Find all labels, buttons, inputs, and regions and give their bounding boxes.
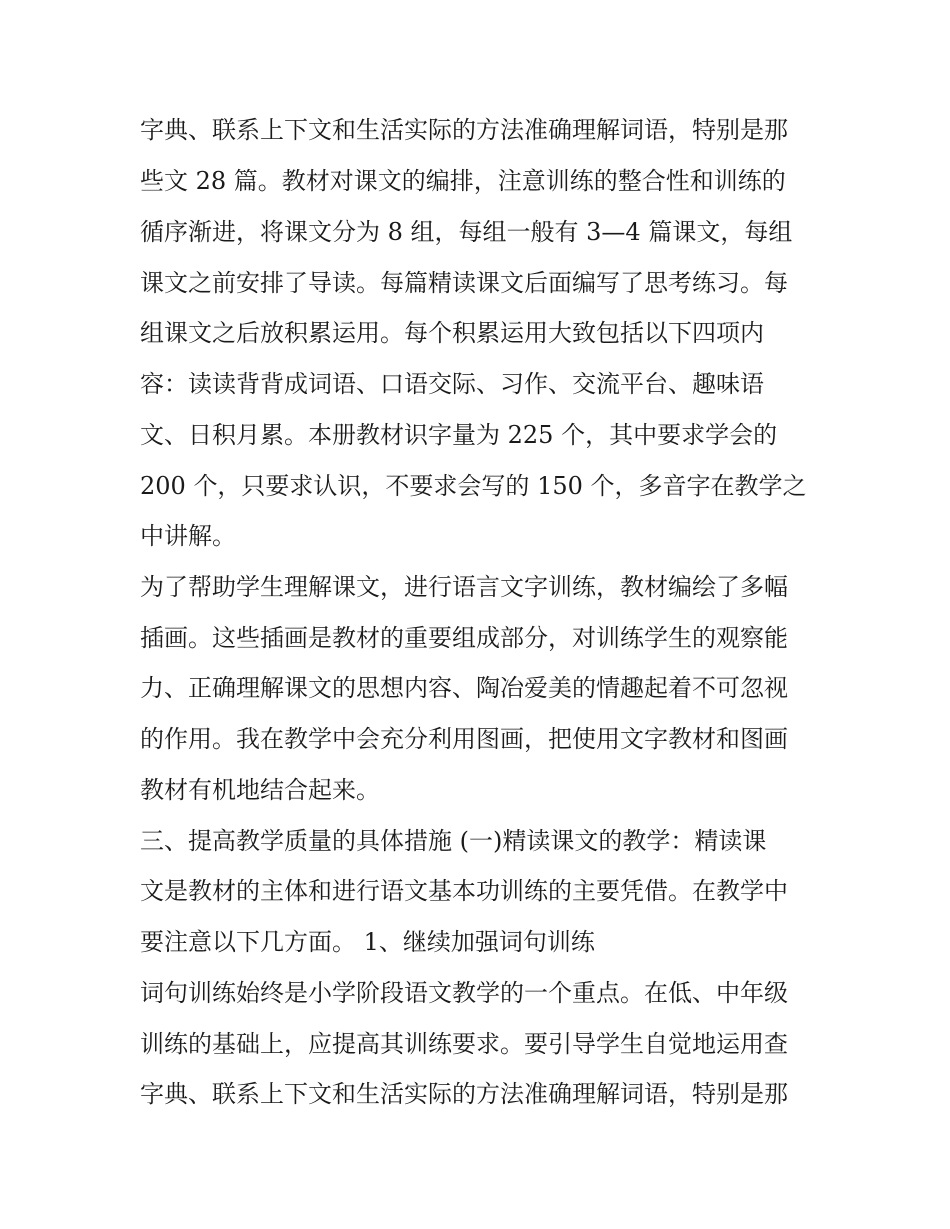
text-line: 中讲解。 (140, 522, 236, 550)
text-line: 组课文之后放积累运用。每个积累运用大致包括以下四项内 (140, 319, 764, 347)
text-line: 200 个，只要求认识，不要求会写的 150 个，多音字在教学之 (140, 472, 807, 500)
text-line: 三、提高教学质量的具体措施 (一)精读课文的教学：精读课 (140, 827, 767, 855)
text-line: 课文之前安排了导读。每篇精读课文后面编写了思考练习。每 (140, 269, 788, 297)
text-line: 力、正确理解课文的思想内容、陶冶爱美的情趣起着不可忽视 (140, 674, 788, 702)
text-line: 循序渐进，将课文分为 8 组，每组一般有 3—4 篇课文，每组 (140, 218, 793, 246)
text-line: 的作用。我在教学中会充分利用图画，把使用文字教材和图画 (140, 725, 788, 753)
text-line: 些文 28 篇。教材对课文的编排，注意训练的整合性和训练的 (140, 167, 786, 195)
text-line: 插画。这些插画是教材的重要组成部分，对训练学生的观察能 (140, 624, 788, 652)
text-line: 为了帮助学生理解课文，进行语言文字训练，教材编绘了多幅 (140, 573, 788, 601)
text-line: 要注意以下几方面。 1、继续加强词句训练 (140, 928, 595, 956)
text-line: 容：读读背背成词语、口语交际、习作、交流平台、趣味语 (140, 370, 764, 398)
text-line: 文、日积月累。本册教材识字量为 225 个，其中要求学会的 (140, 421, 778, 449)
text-line: 教材有机地结合起来。 (140, 776, 380, 804)
text-line: 词句训练始终是小学阶段语文教学的一个重点。在低、中年级 (140, 979, 788, 1007)
text-line: 字典、联系上下文和生活实际的方法准确理解词语，特别是那 (140, 1080, 788, 1108)
text-line: 字典、联系上下文和生活实际的方法准确理解词语，特别是那 (140, 116, 788, 144)
text-line: 训练的基础上，应提高其训练要求。要引导学生自觉地运用查 (140, 1030, 788, 1058)
text-line: 文是教材的主体和进行语文基本功训练的主要凭借。在教学中 (140, 877, 788, 905)
